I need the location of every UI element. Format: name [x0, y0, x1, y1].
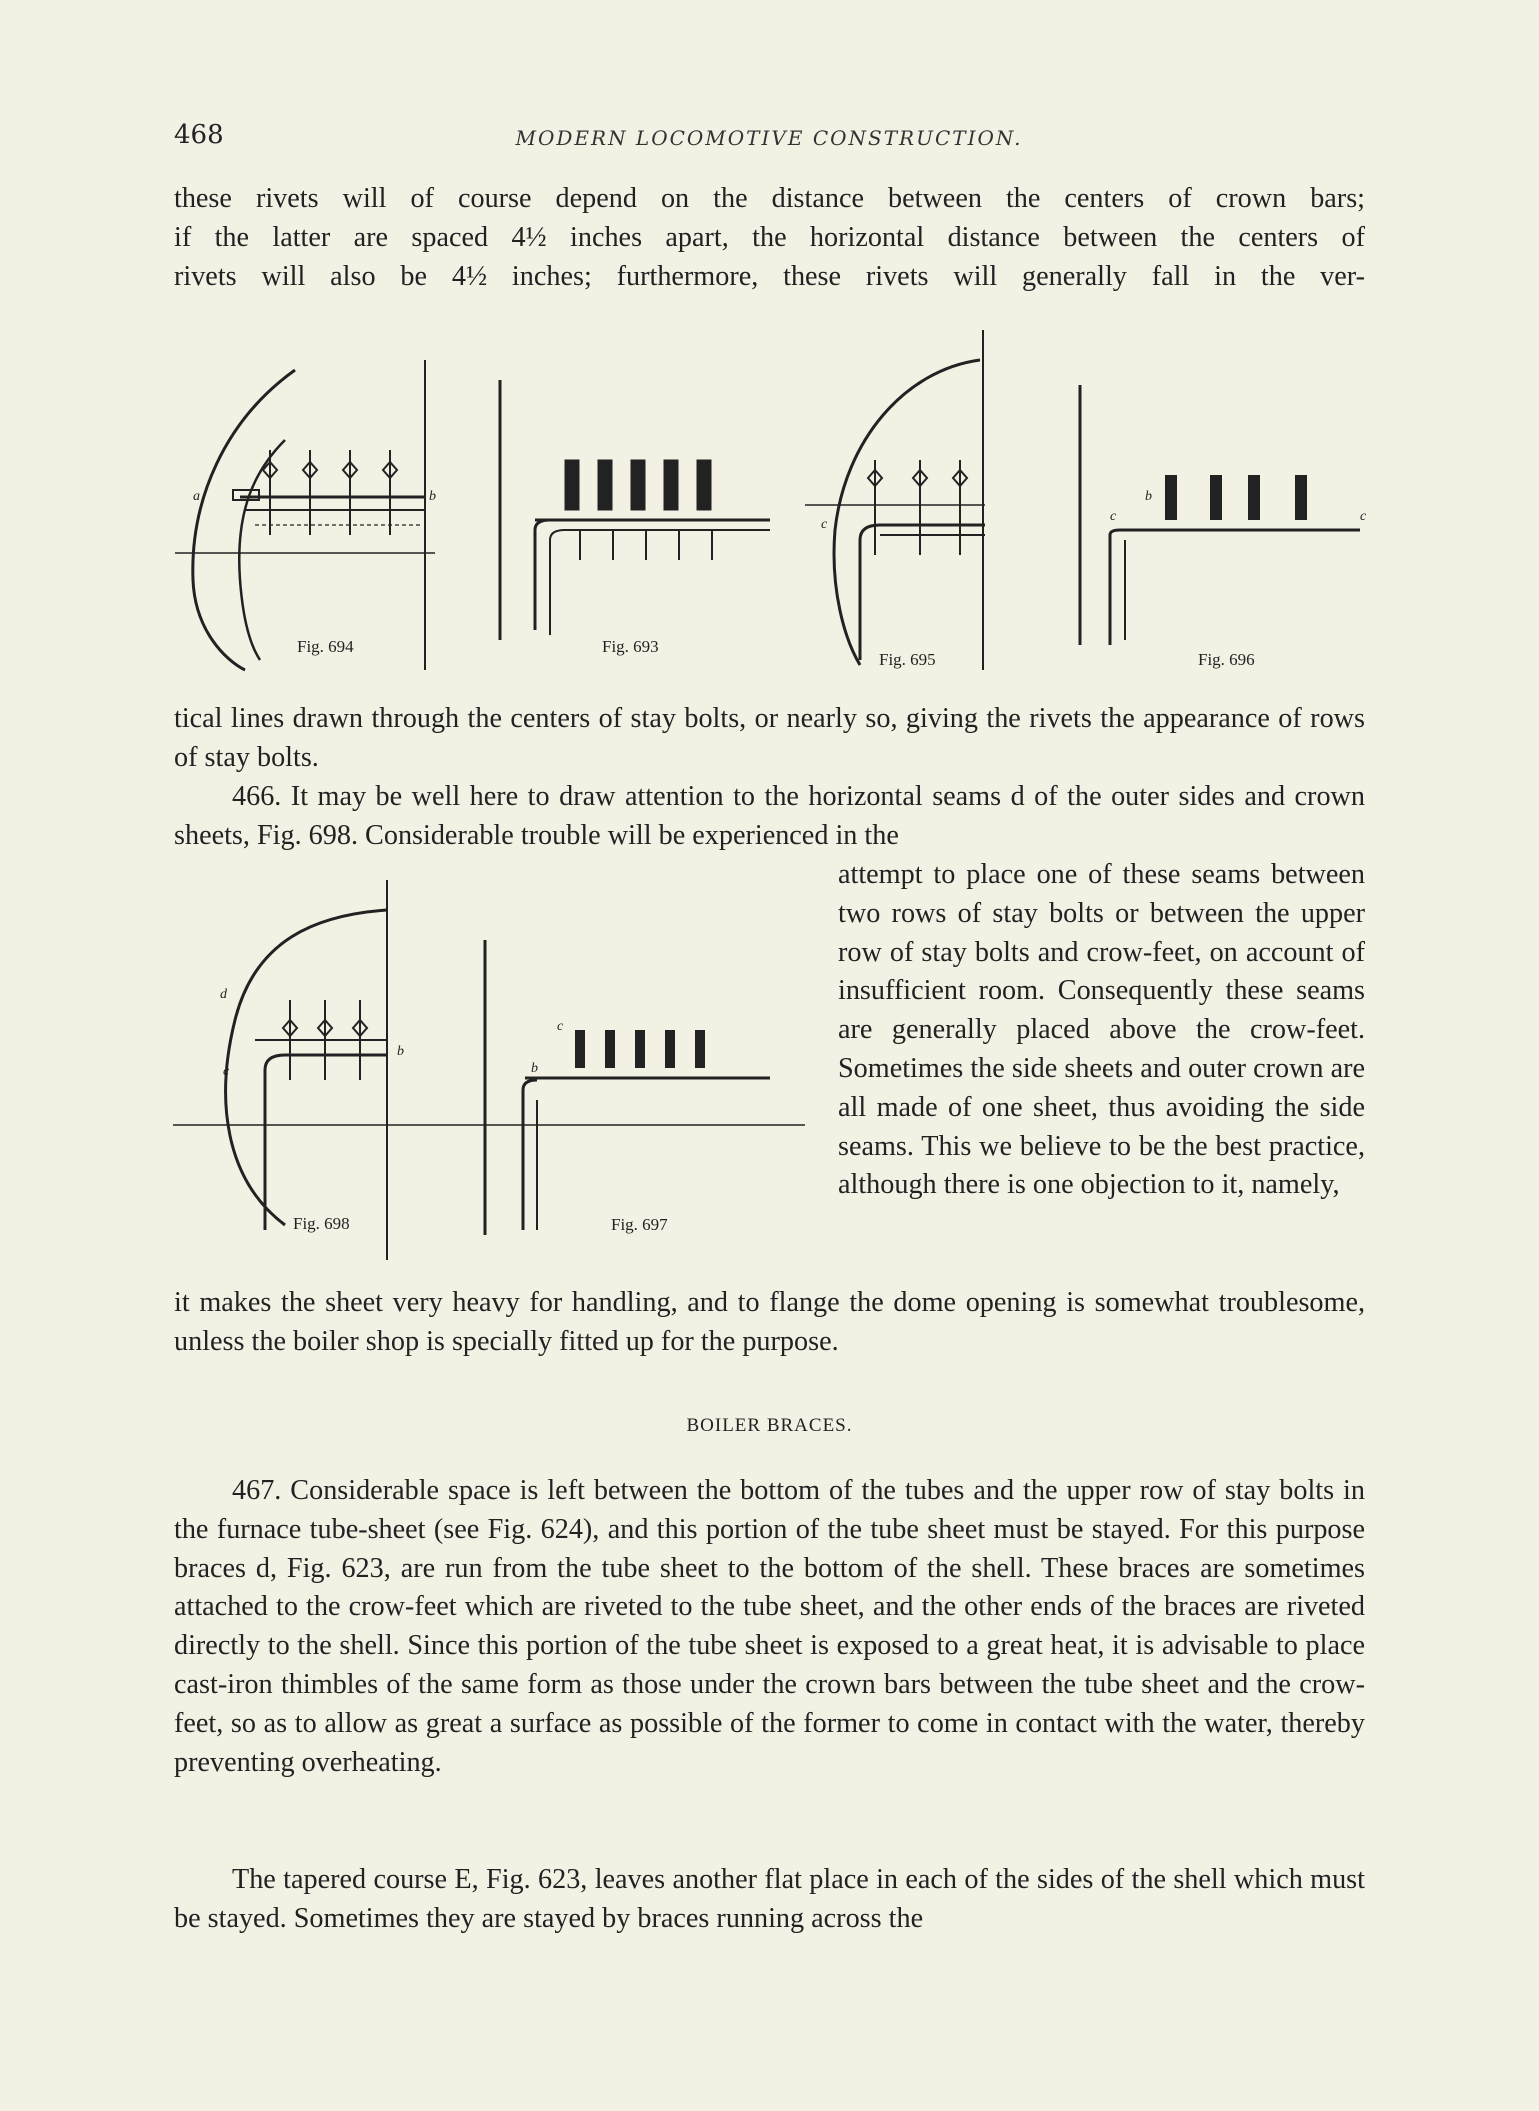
figure-letter-b: b: [1145, 489, 1152, 504]
figure-caption: Fig. 697: [611, 1215, 668, 1234]
figure-697: [475, 930, 775, 1240]
running-title: MODERN LOCOMOTIVE CONSTRUCTION.: [515, 126, 1023, 150]
figure-696: [1070, 385, 1370, 675]
figure-caption: Fig. 696: [1198, 650, 1255, 669]
figure-letter-c: c: [557, 1019, 564, 1034]
page-header: [174, 120, 1364, 160]
paragraph-line: these rivets will of course depend on the distance between the centers of crown bars;: [174, 183, 1365, 214]
figure-693: [490, 370, 780, 660]
section-heading: BOILER BRACES.: [686, 1415, 853, 1436]
figure-caption: Fig. 698: [293, 1214, 350, 1233]
paragraph-466-intro: 466. It may be well here to draw attention to the horizontal seams d of the outer sides and crown sheets, Fig. 698. Considerable trouble will be experienced in the: [174, 781, 1365, 851]
figure-caption: Fig. 693: [602, 637, 659, 656]
figure-letter-b: b: [531, 1061, 538, 1076]
figure-letter-d: d: [220, 987, 227, 1002]
figure-letter-a: a: [193, 489, 200, 504]
figure-698: [175, 880, 415, 1260]
figure-letter-c: c: [1360, 509, 1367, 524]
paragraph-467: 467. Considerable space is left between the bottom of the tubes and the upper row of stay bolts in the furnace tube-sheet (see Fig. 624), and this portion of the tube sheet must be stayed. For this purpose braces d, Fig. 623, are run from the tube sheet to the bottom of the shell. These braces are sometimes attached to the crow-feet which are riveted to the tube sheet, and the other ends of the braces are riveted directly to the shell. Since this portion of the tube sheet is exposed to a great heat, it is advisable to place cast-iron thimbles of the same form as those under the crown bars between the tube sheet and the crow-feet, so as to allow as great a surface as possible of the former to come in contact with the water, thereby preventing overheating.: [174, 1475, 1365, 1778]
paragraph-466-side: attempt to place one of these seams between two rows of stay bolts or between the upper row of stay bolts and crow-feet, on account of insufficient room. Consequently these seams are generally placed above the crow-feet. Sometimes the side sheets and outer crown are all made of one sheet, thus avoiding the side seams. This we believe to be the best practice, although there is one objection to it, namely,: [838, 859, 1365, 1201]
figure-letter-b: b: [397, 1044, 404, 1059]
figure-letter-c: c: [821, 517, 828, 532]
figure-letter-b: b: [429, 489, 436, 504]
figure-letter-c: c: [223, 1064, 230, 1079]
paragraph-2: tical lines drawn through the centers of stay bolts, or nearly so, giving the rivets the appearance of rows of stay bolts.: [174, 703, 1365, 773]
paragraph-line: if the latter are spaced 4½ inches apart, the horizontal distance between the centers of: [174, 222, 1365, 253]
paragraph-line: rivets will also be 4½ inches; furthermore, these rivets will generally fall in the ver-: [174, 261, 1365, 292]
figure-695: [805, 330, 1005, 680]
figure-caption: Fig. 694: [297, 637, 354, 656]
figure-letter-c: c: [1110, 509, 1117, 524]
page-number: 468: [174, 120, 224, 150]
figure-694: [185, 350, 445, 680]
figure-caption: Fig. 695: [879, 650, 936, 669]
paragraph-466-end: it makes the sheet very heavy for handling, and to flange the dome opening is somewhat troublesome, unless the boiler shop is specially fitted up for the purpose.: [174, 1287, 1365, 1357]
paragraph-5: The tapered course E, Fig. 623, leaves another flat place in each of the sides of the shell which must be stayed. Sometimes they are stayed by braces running across the: [174, 1864, 1365, 1934]
